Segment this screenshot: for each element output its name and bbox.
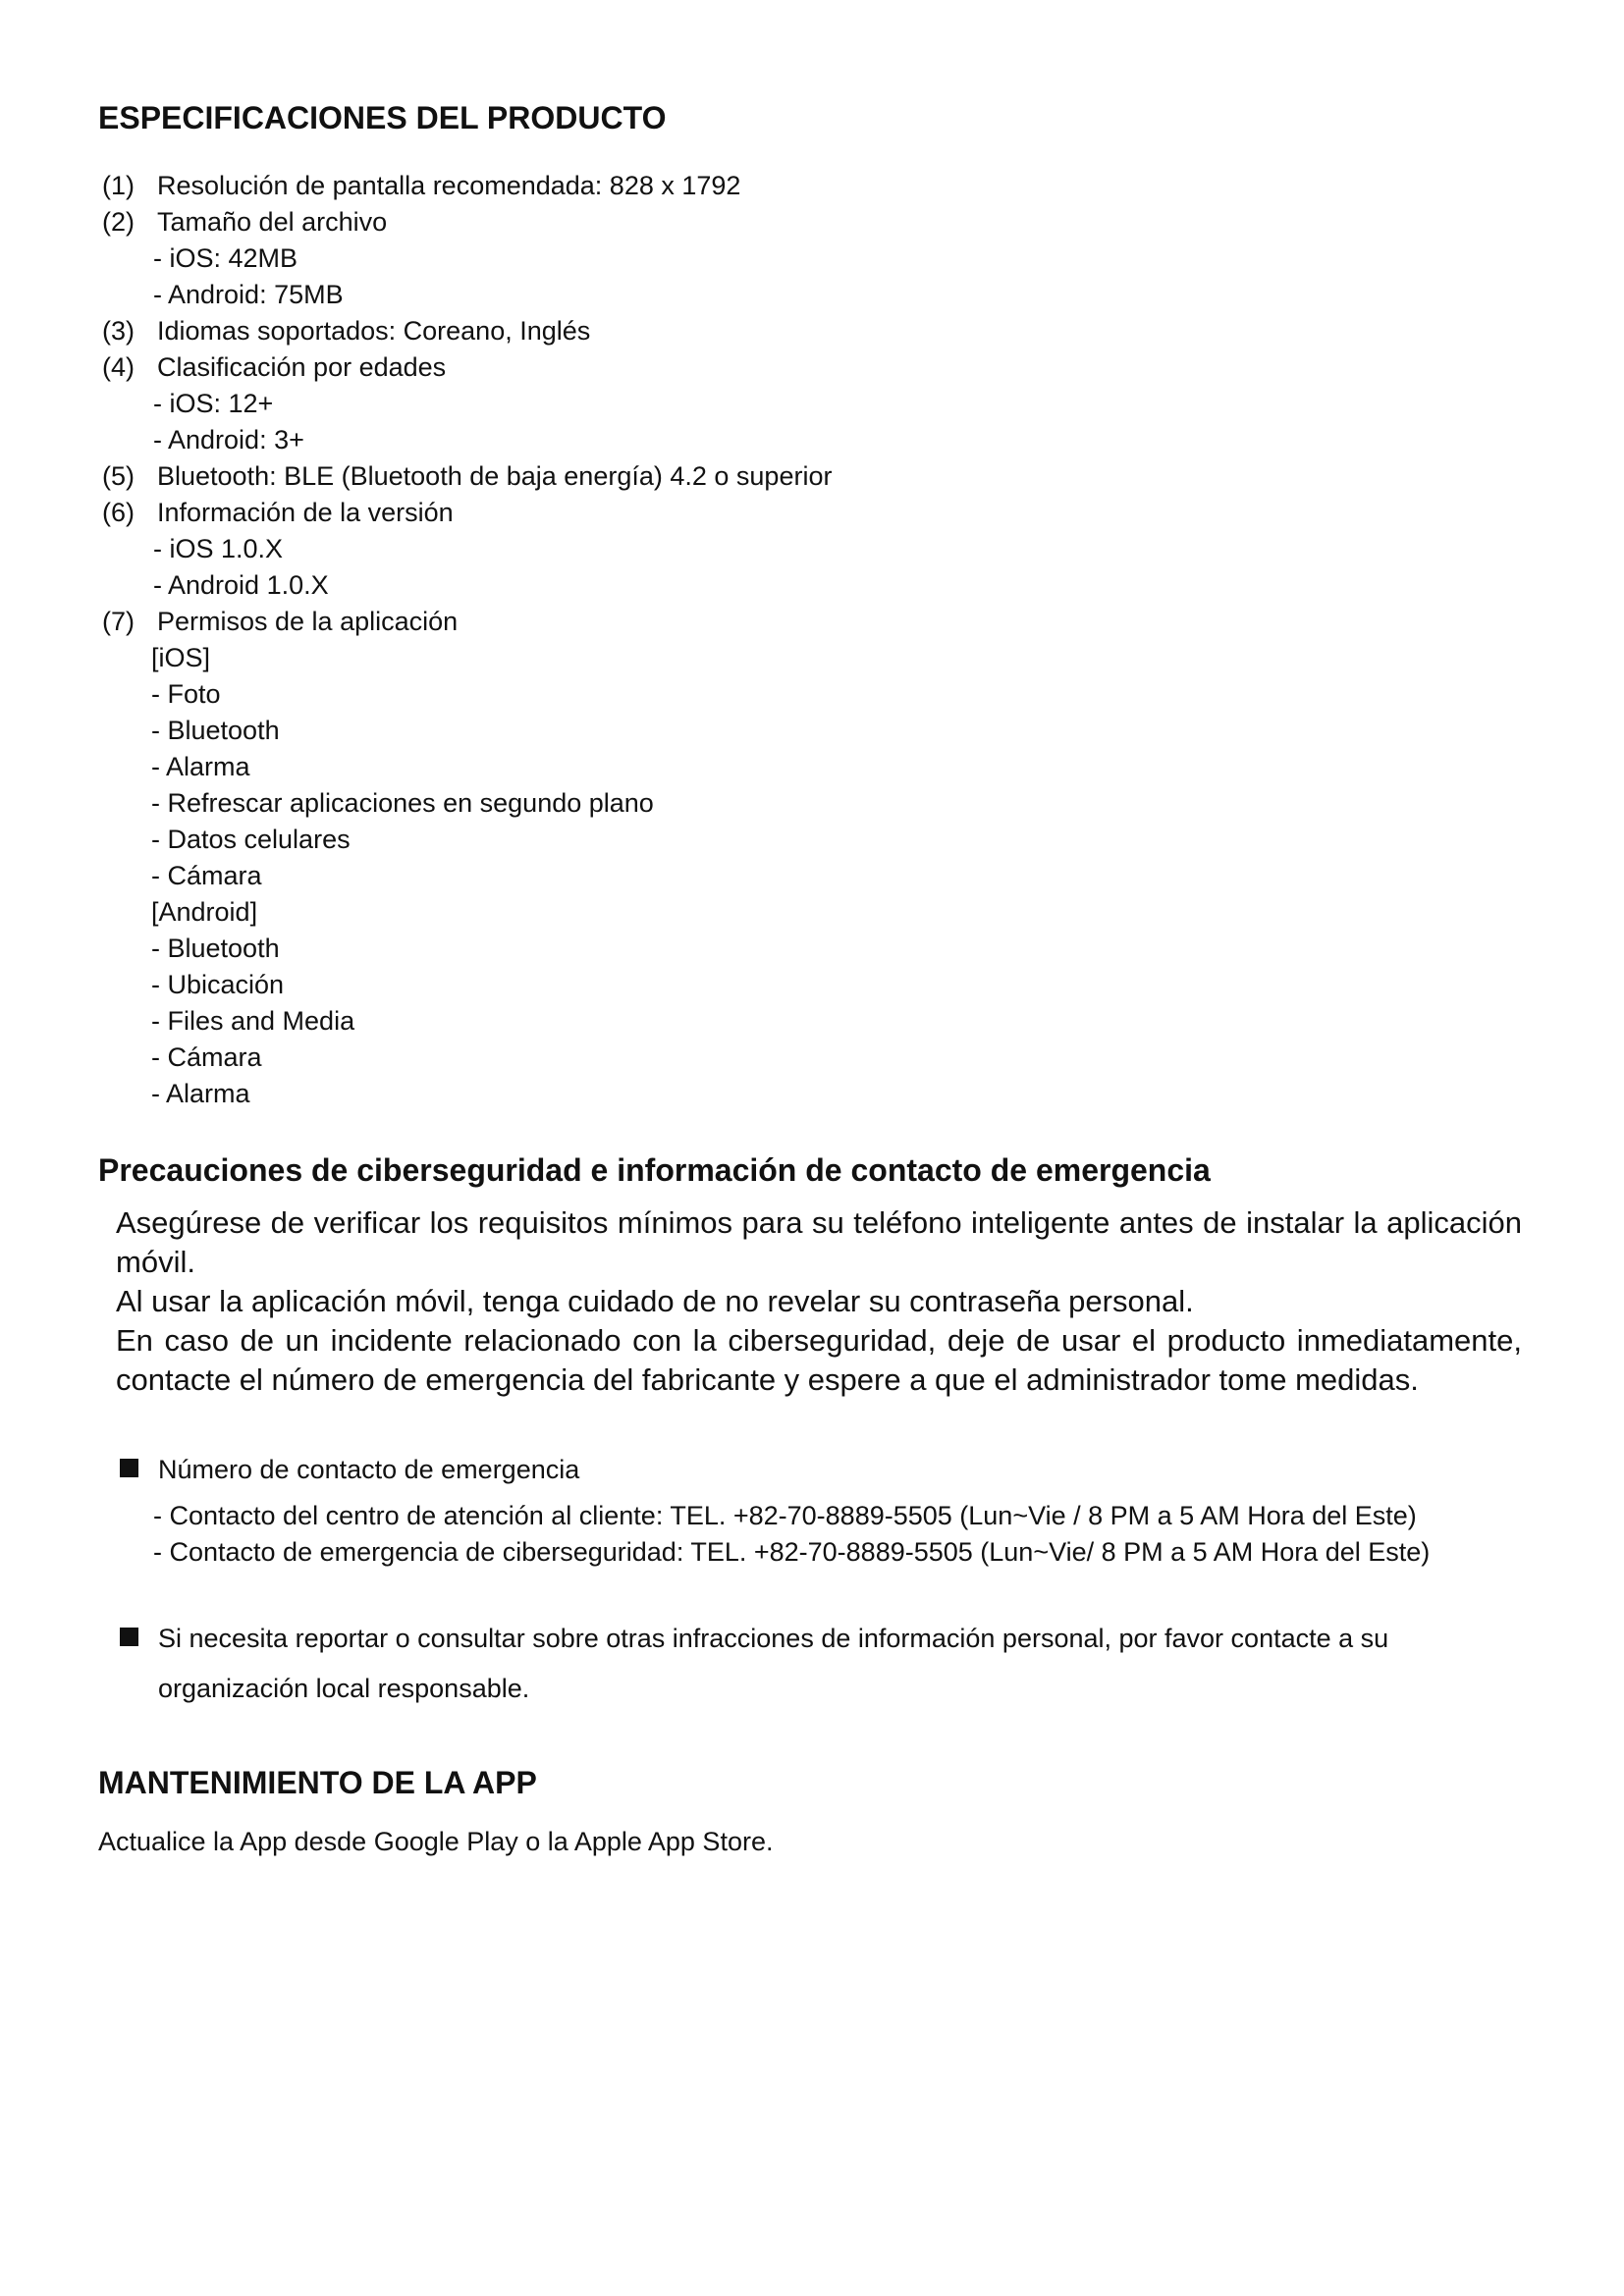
permission-text: - Alarma xyxy=(151,1079,250,1108)
spec-title: ESPECIFICACIONES DEL PRODUCTO xyxy=(98,100,667,135)
paragraph-line: móvil. xyxy=(116,1245,195,1279)
permission-text: - Refrescar aplicaciones en segundo plano xyxy=(151,788,654,818)
report-text: Si necesita reportar o consultar sobre otras infracciones de información personal, por favor contacte a su xyxy=(158,1624,1389,1653)
item-number: (5) xyxy=(102,461,135,491)
paragraph-line: contacte el número de emergencia del fabricante y espere a que el administrador tome medidas. xyxy=(116,1362,1419,1397)
report-text-continued: organización local responsable. xyxy=(158,1674,530,1703)
item-number: (1) xyxy=(102,171,135,200)
subitem-text: - Android: 75MB xyxy=(153,280,344,309)
item-text: Idiomas soportados: Coreano, Inglés xyxy=(157,316,591,346)
contact-customer-center: - Contacto del centro de atención al cliente: TEL. +82-70-8889-5505 (Lun~Vie / 8 PM a 5 AM Hora del Este) xyxy=(153,1501,1417,1530)
permission-text: - Ubicación xyxy=(151,970,285,999)
item-number: (7) xyxy=(102,607,135,636)
subitem-text: - Android: 3+ xyxy=(153,425,304,454)
item-number: (3) xyxy=(102,316,135,346)
emergency-heading: Número de contacto de emergencia xyxy=(158,1455,580,1484)
item-text: Tamaño del archivo xyxy=(157,207,388,237)
paragraph-line: Al usar la aplicación móvil, tenga cuidado de no revelar su contraseña personal. xyxy=(116,1284,1194,1318)
permission-text: - Datos celulares xyxy=(151,825,351,854)
subitem-text: - iOS: 42MB xyxy=(153,243,298,273)
permission-text: - Cámara xyxy=(151,1042,262,1072)
paragraph-line: Asegúrese de verificar los requisitos mínimos para su teléfono inteligente antes de instalar la aplicación xyxy=(116,1205,1522,1240)
emergency-heading-row xyxy=(120,1455,579,1485)
security-paragraph xyxy=(116,1203,1522,1400)
security-title: Precauciones de ciberseguridad e información de contacto de emergencia xyxy=(98,1152,1211,1188)
report-row xyxy=(120,1624,1388,1654)
maintenance-title: MANTENIMIENTO DE LA APP xyxy=(98,1765,537,1800)
permission-text: - Files and Media xyxy=(151,1006,355,1036)
item-text: Bluetooth: BLE (Bluetooth de baja energía) 4.2 o superior xyxy=(157,461,833,491)
item-number: (4) xyxy=(102,352,135,382)
permission-text: [Android] xyxy=(151,897,258,927)
permission-text: - Bluetooth xyxy=(151,716,280,745)
subitem-text: - Android 1.0.X xyxy=(153,570,329,600)
permission-text: - Foto xyxy=(151,679,221,709)
permission-text: - Alarma xyxy=(151,752,250,781)
item-text: Permisos de la aplicación xyxy=(157,607,459,636)
permission-text: [iOS] xyxy=(151,643,211,672)
item-text: Clasificación por edades xyxy=(157,352,447,382)
subitem-text: - iOS: 12+ xyxy=(153,389,274,418)
subitem-text: - iOS 1.0.X xyxy=(153,534,284,563)
permission-text: - Cámara xyxy=(151,861,262,890)
item-number: (6) xyxy=(102,498,135,527)
maintenance-text: Actualice la App desde Google Play o la Apple App Store. xyxy=(98,1827,774,1856)
item-number: (2) xyxy=(102,207,135,237)
permission-text: - Bluetooth xyxy=(151,934,280,963)
square-bullet-icon xyxy=(120,1628,138,1646)
item-text: Información de la versión xyxy=(157,498,454,527)
paragraph-line: En caso de un incidente relacionado con la ciberseguridad, deje de usar el producto inmediatamente, xyxy=(116,1323,1522,1358)
square-bullet-icon xyxy=(120,1459,138,1477)
contact-cybersecurity: - Contacto de emergencia de ciberseguridad: TEL. +82-70-8889-5505 (Lun~Vie/ 8 PM a 5 AM Hora del Este) xyxy=(153,1537,1431,1567)
item-text: Resolución de pantalla recomendada: 828 x 1792 xyxy=(157,171,741,200)
